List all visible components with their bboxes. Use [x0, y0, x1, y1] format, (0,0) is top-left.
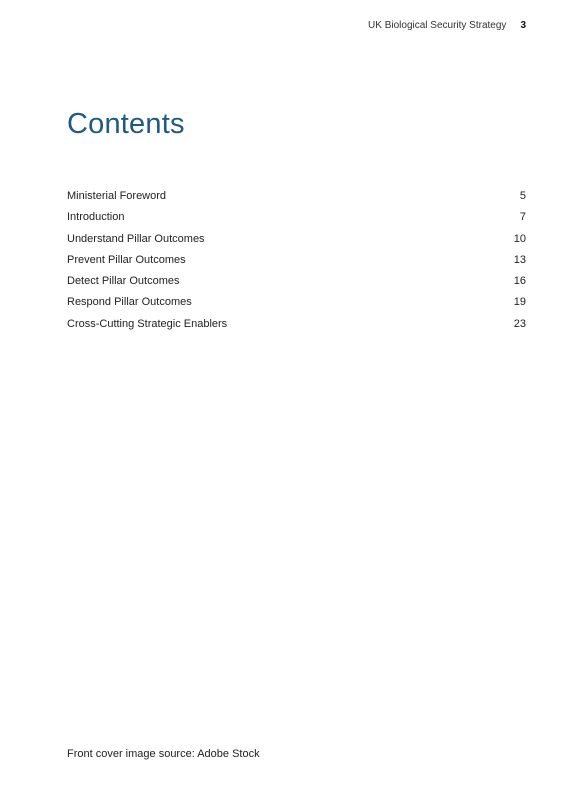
- cover-image-credit: Front cover image source: Adobe Stock: [67, 748, 260, 760]
- toc-item-introduction[interactable]: [67, 207, 526, 228]
- contents-title: Contents: [67, 108, 185, 140]
- running-header: [368, 20, 526, 31]
- toc-item-respond-pillar[interactable]: [67, 292, 526, 313]
- toc-item-page: 10: [513, 232, 526, 245]
- toc-item-page: 13: [513, 253, 526, 266]
- toc-item-page: 19: [513, 296, 526, 309]
- toc-item-page: 7: [519, 211, 526, 224]
- toc-item-understand-pillar[interactable]: [67, 229, 526, 250]
- toc-item-page: 16: [513, 275, 526, 288]
- toc-item-page: 5: [519, 190, 526, 202]
- toc-item-page: 23: [513, 317, 526, 330]
- toc-item-ministerial-foreword[interactable]: [67, 186, 526, 207]
- toc-item-label: Respond Pillar Outcomes: [67, 296, 192, 309]
- toc-item-label: Introduction: [67, 211, 125, 224]
- toc-item-cross-cutting-enablers[interactable]: [67, 314, 526, 335]
- toc-item-detect-pillar[interactable]: [67, 271, 526, 292]
- document-title: UK Biological Security Strategy: [368, 20, 507, 31]
- toc-item-prevent-pillar[interactable]: [67, 250, 526, 271]
- toc-item-label: Detect Pillar Outcomes: [67, 275, 180, 288]
- toc-item-label: Understand Pillar Outcomes: [67, 232, 205, 245]
- table-of-contents: [67, 186, 526, 335]
- toc-item-label: Prevent Pillar Outcomes: [67, 253, 186, 266]
- toc-item-label: Cross-Cutting Strategic Enablers: [67, 317, 228, 330]
- page-number: 3: [520, 20, 526, 31]
- toc-item-label: Ministerial Foreword: [67, 190, 167, 202]
